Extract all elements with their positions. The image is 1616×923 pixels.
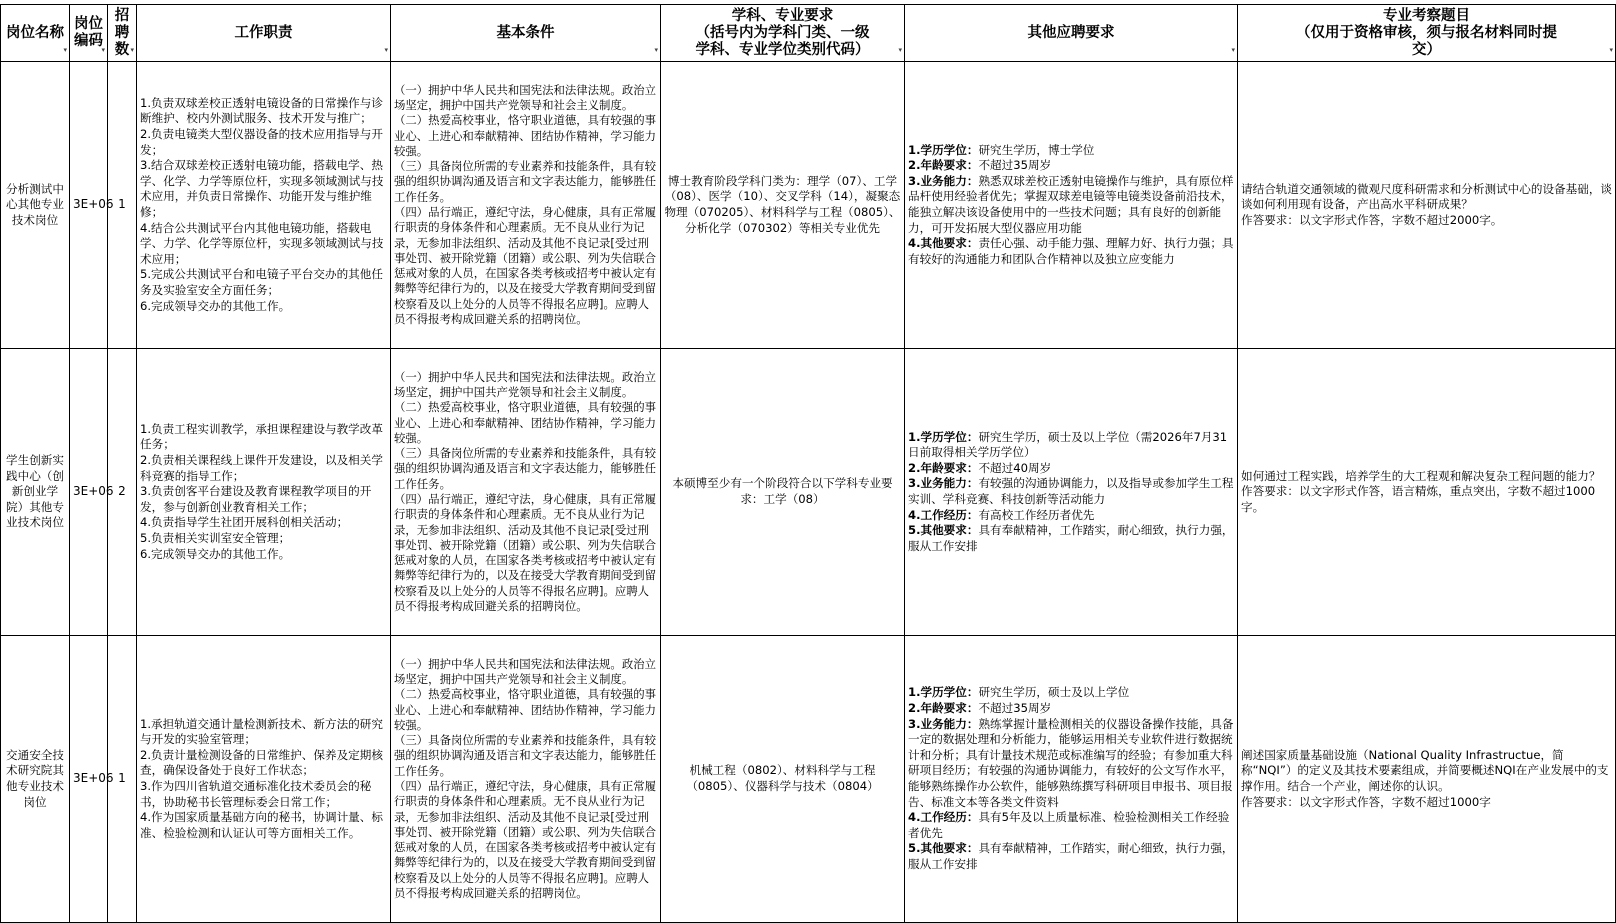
text-line: 交） [1412,41,1441,58]
header-major-requirements[interactable] [661,5,905,62]
requirement-item [908,810,1234,841]
requirement-value: 具有奉献精神，工作踏实，耐心细致，执行力强，服从工作安排 [908,841,1234,871]
requirement-item [908,174,1234,236]
table-row [1,636,1616,923]
cell-topic[interactable] [1238,636,1616,923]
cell-recruit-count[interactable]: 2 [108,349,137,636]
requirement-label: 1.学历学位： [908,429,979,444]
requirement-label: 5.其他要求： [908,841,979,856]
text-line: 作答要求：以文字形式作答，语言精炼，重点突出，字数不超过1000字。 [1241,484,1596,514]
cell-recruit-count[interactable]: 1 [108,636,137,923]
text-line: 数 [114,41,130,58]
text-line: （括号内为学科门类、一级 [695,24,870,41]
duty-item: 2.负责电镜类大型仪器设备的技术应用指导与开发； [140,127,383,157]
text-line: （三）具备岗位所需的专业素养和技能条件，具有较强的组织协调沟通及语言和文字表达能力，能够胜任工作任务。 [394,733,656,778]
table-row [1,62,1616,349]
filter-dropdown-icon[interactable]: ▾ [898,46,902,54]
requirement-value: 熟悉双球差校正透射电镜操作与维护，具有原位样品杆使用经验者优先；掌握双球差电镜等电镜类设备前沿技术，能独立解决该设备使用中的一些技术问题；具有良好的创新能力，可开发拓展大型仪器应用功能 [908,173,1234,235]
requirement-label: 5.其他要求： [908,523,979,538]
text-line: 招 [114,7,130,24]
cell-topic[interactable] [1238,349,1616,636]
requirement-label: 4.其他要求： [908,236,979,251]
text-line: （一）拥护中华人民共和国宪法和法律法规。政治立场坚定，拥护中国共产党领导和社会主义制度。 [394,369,656,399]
cell-basic-conditions[interactable] [391,62,661,349]
requirement-label: 2.年龄要求： [908,158,979,173]
text-line: （二）热爱高校事业，恪守职业道德，具有较强的事业心、上进心和奉献精神、团结协作精神，学习能力较强。 [394,687,656,732]
text-line: （二）热爱高校事业，恪守职业道德，具有较强的事业心、上进心和奉献精神、团结协作精神，学习能力较强。 [394,113,656,158]
requirement-label: 4.工作经历： [908,507,979,522]
requirement-value: 有较强的沟通协调能力，以及指导或参加学生工程实训、学科竞赛、科技创新等活动能力 [908,476,1234,506]
text-line: （四）品行端正，遵纪守法，身心健康，具有正常履行职责的身体条件和心理素质。无不良从业行为记录，无参加非法组织、活动及其他不良记录[受过刑事处罚、被开除党籍（团籍）或公职、列为失信联合惩戒对象的人员，在国家各类考核或招考中被认定有舞弊等纪律行为的，以及在接受大学教育期间受到留校察看及以上处分的人员等不得报名应聘]。应聘人员不得报考构成回避关系的招聘岗位。 [394,205,656,327]
cell-basic-conditions[interactable] [391,349,661,636]
header-row [1,5,1616,62]
text-line: （三）具备岗位所需的专业素养和技能条件，具有较强的组织协调沟通及语言和文字表达能力，能够胜任工作任务。 [394,159,656,204]
requirement-item [908,701,1234,717]
requirement-item [908,717,1234,811]
cell-duties[interactable] [137,349,391,636]
cell-position-name[interactable]: 学生创新实践中心（创新创业学院）其他专业技术岗位 [1,349,70,636]
text-line: （四）品行端正，遵纪守法，身心健康，具有正常履行职责的身体条件和心理素质。无不良从业行为记录，无参加非法组织、活动及其他不良记录[受过刑事处罚、被开除党籍（团籍）或公职、列为失信联合惩戒对象的人员，在国家各类考核或招考中被认定有舞弊等纪律行为的，以及在接受大学教育期间受到留校察看及以上处分的人员等不得报名应聘]。应聘人员不得报考构成回避关系的招聘岗位。 [394,779,656,901]
duty-item: 4.负责指导学生社团开展科创相关活动； [140,515,349,530]
header-position-name[interactable]: 岗位名称 ▾ [1,5,70,62]
filter-dropdown-icon[interactable]: ▾ [384,46,388,54]
text-line: （四）品行端正，遵纪守法，身心健康，具有正常履行职责的身体条件和心理素质。无不良从业行为记录，无参加非法组织、活动及其他不良记录[受过刑事处罚、被开除党籍（团籍）或公职、列为失信联合惩戒对象的人员，在国家各类考核或招考中被认定有舞弊等纪律行为的，以及在接受大学教育期间受到留校察看及以上处分的人员等不得报名应聘]。应聘人员不得报考构成回避关系的招聘岗位。 [394,492,656,614]
requirement-value: 研究生学历，硕士及以上学位（需2026年7月31日前取得相关学历学位） [908,429,1228,460]
cell-major-requirements[interactable]: 机械工程（0802）、材料科学与工程（0805）、仪器科学与技术（0804） [661,636,905,923]
requirement-label: 2.年龄要求： [908,460,979,475]
requirement-label: 3.业务能力： [908,173,979,188]
text-line: 学科、专业要求 [731,7,834,24]
requirement-label: 1.学历学位： [908,142,979,157]
header-duties[interactable]: 工作职责 ▾ [137,5,391,62]
recruitment-table-sheet [0,4,1615,923]
cell-position-name[interactable]: 交通安全技术研究院其他专业技术岗位 [1,636,70,923]
filter-dropdown-icon[interactable]: ▾ [1231,46,1235,54]
cell-duties[interactable] [137,62,391,349]
text-line: 如何通过工程实践，培养学生的大工程观和解决复杂工程问题的能力？ [1241,468,1601,483]
text-line: 阐述国家质量基础设施（National Quality Infrastructue，简称“NQI”）的定义及其技术要素组成，并简要概述NQI在产业发展中的支撑作用。结合一个产业，阐述你的认识。 [1241,747,1609,793]
requirement-value: 研究生学历，硕士及以上学位 [978,685,1130,700]
duty-item: 6.完成领导交办的其他工作。 [140,546,291,561]
cell-position-name[interactable]: 分析测试中心其他专业技术岗位 [1,62,70,349]
text-line: 作答要求：以文字形式作答，字数不超过2000字。 [1241,212,1503,227]
header-basic-conditions[interactable]: 基本条件 ▾ [391,5,661,62]
cell-major-requirements[interactable]: 本硕博至少有一个阶段符合以下学科专业要求：工学（08） [661,349,905,636]
text-line: 作答要求：以文字形式作答，字数不超过1000字 [1241,794,1491,809]
requirement-item [908,158,1234,174]
text-line: 专业考察题目 [1383,7,1470,24]
requirement-value: 具有奉献精神，工作踏实，耐心细致，执行力强，服从工作安排 [908,523,1234,553]
text-line: （三）具备岗位所需的专业素养和技能条件，具有较强的组织协调沟通及语言和文字表达能力，能够胜任工作任务。 [394,446,656,491]
text-line: 编码 [74,33,103,49]
duty-item: 4.作为国家质量基础方向的秘书，协调计量、标准、检验检测和认证认可等方面相关工作。 [140,810,383,840]
text-line: 聘 [114,24,130,41]
requirement-value: 有高校工作经历者优先 [978,507,1095,522]
text-line: （一）拥护中华人民共和国宪法和法律法规。政治立场坚定，拥护中国共产党领导和社会主义制度。 [394,656,656,686]
duty-item: 6.完成领导交办的其他工作。 [140,298,291,313]
duty-item: 4.结合公共测试平台内其他电镜功能，搭载电学、力学、化学等原位杆，实现多领域测试与技术应用； [140,220,384,266]
requirement-label: 2.年龄要求： [908,701,979,716]
requirement-label: 1.学历学位： [908,685,979,700]
requirement-item [908,476,1234,507]
header-topic[interactable] [1238,5,1616,62]
cell-other-requirements[interactable] [905,636,1238,923]
requirement-value: 责任心强、动手能力强、理解力好、执行力强；具有较好的沟通能力和团队合作精神以及独立应变能力 [908,236,1234,266]
requirement-item [908,841,1234,872]
table-row [1,349,1616,636]
header-recruit-count[interactable] [108,5,137,62]
text-line: 岗位 [74,16,103,32]
requirement-value: 不超过40周岁 [978,460,1052,475]
requirement-item [908,508,1234,524]
duty-item: 3.结合双球差校正透射电镜功能，搭载电学、热学、化学、力学等原位杆，实现多领域测试与技术应用，并负责日常操作、功能开发与维护维修； [140,158,384,219]
filter-dropdown-icon[interactable]: ▾ [101,46,105,54]
requirement-item [908,143,1234,159]
cell-position-code[interactable]: 3E+06 [70,349,108,636]
duty-item: 5.负责相关实训室安全管理； [140,530,291,545]
cell-topic[interactable] [1238,62,1616,349]
requirement-label: 4.工作经历： [908,810,979,825]
text-line: 学科、专业学位类别代码） [695,41,870,58]
filter-dropdown-icon[interactable]: ▾ [130,46,134,54]
requirement-item [908,430,1234,461]
cell-major-requirements[interactable]: 博士教育阶段学科门类为：理学（07）、工学（08）、医学（10）、交叉学科（14），凝聚态物理（070205）、材料科学与工程（0805）、分析化学（070302）等相关专业优先 [661,62,905,349]
filter-dropdown-icon[interactable]: ▾ [1609,46,1613,54]
duty-item: 2.负责相关课程线上课件开发建设，以及相关学科竞赛的指导工作； [140,453,383,483]
requirement-value: 研究生学历，博士学位 [978,142,1095,157]
requirement-label: 3.业务能力： [908,716,979,731]
duty-item: 5.完成公共测试平台和电镜子平台交办的其他任务及实验室安全方面任务； [140,267,383,297]
duty-item: 1.承担轨道交通计量检测新技术、新方法的研究与开发的实验室管理； [140,716,383,747]
text-line: （一）拥护中华人民共和国宪法和法律法规。政治立场坚定，拥护中国共产党领导和社会主义制度。 [394,82,656,112]
duty-item: 3.负责创客平台建设及教育课程教学项目的开发，参与创新创业教育相关工作； [140,484,372,514]
text-line: （仅用于资格审核，须与报名材料同时提 [1296,24,1557,41]
recruitment-table [0,4,1616,923]
requirement-label: 3.业务能力： [908,476,979,491]
filter-dropdown-icon[interactable]: ▾ [63,46,67,54]
cell-basic-conditions[interactable] [391,636,661,923]
filter-dropdown-icon[interactable]: ▾ [654,46,658,54]
requirement-value: 熟练掌握计量检测相关的仪器设备操作技能，具备一定的数据处理和分析能力，能够运用相关专业软件进行数据统计和分析；具有计量技术规范或标准编写的经验；有参加重大科研项目经历；有较强的沟通协调能力，有较好的公文写作水平，能够熟练操作办公软件，能够熟练撰写科研项目申报书、项目报告、标准文本等各类文件资料 [908,716,1234,809]
cell-other-requirements[interactable] [905,62,1238,349]
cell-other-requirements[interactable] [905,349,1238,636]
text-line: 请结合轨道交通领域的微观尺度科研需求和分析测试中心的设备基础，谈谈如何利用现有设备，产出高水平科研成果？ [1241,181,1613,212]
duty-item: 2.负责计量检测设备的日常维护、保养及定期核查，确保设备处于良好工作状态； [140,747,383,778]
requirement-item [908,461,1234,477]
requirement-value: 具有5年及以上质量标准、检验检测相关工作经验者优先 [908,810,1230,840]
cell-duties[interactable] [137,636,391,923]
header-position-code[interactable] [70,5,108,62]
header-other-requirements[interactable]: 其他应聘要求 ▾ [905,5,1238,62]
requirement-item [908,685,1234,701]
requirement-item [908,236,1234,267]
cell-position-code[interactable]: 3E+06 [70,62,108,349]
cell-recruit-count[interactable]: 1 [108,62,137,349]
duty-item: 1.负责工程实训教学，承担课程建设与教学改革任务； [140,421,383,452]
duty-item: 3.作为四川省轨道交通标准化技术委员会的秘书，协助秘书长管理标委会日常工作； [140,779,372,809]
requirement-value: 不超过35周岁 [978,158,1052,173]
requirement-item [908,523,1234,554]
duty-item: 1.负责双球差校正透射电镜设备的日常操作与诊断维护、校内外测试服务、技术开发与推广； [140,95,383,126]
requirement-value: 不超过35周岁 [978,701,1052,716]
text-line: （二）热爱高校事业，恪守职业道德，具有较强的事业心、上进心和奉献精神、团结协作精神，学习能力较强。 [394,400,656,445]
cell-position-code[interactable]: 3E+06 [70,636,108,923]
